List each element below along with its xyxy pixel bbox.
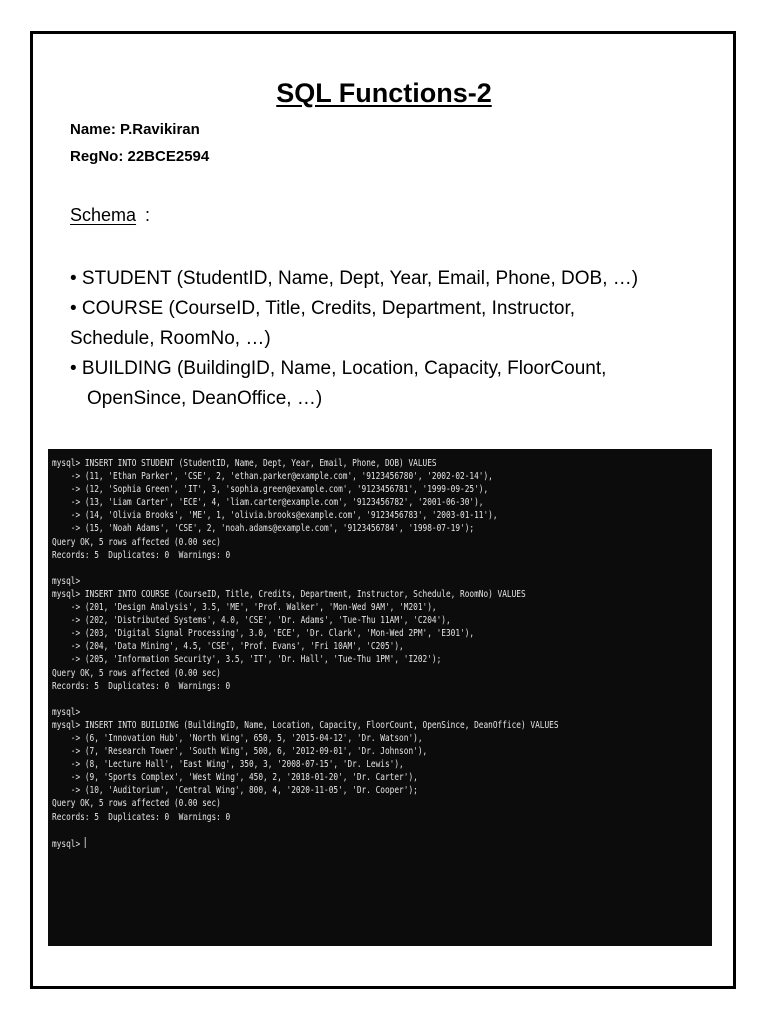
schema-item-line: • STUDENT (StudentID, Name, Dept, Year, Email, Phone, DOB, …): [70, 268, 639, 289]
terminal-line: mysql> INSERT INTO STUDENT (StudentID, Name, Dept, Year, Email, Phone, DOB) VALUES: [52, 458, 437, 469]
terminal-line: [52, 824, 590, 837]
terminal-line: Records: 5 Duplicates: 0 Warnings: 0: [52, 811, 231, 823]
terminal-line: -> (204, 'Data Mining', 4.5, 'CSE', 'Prof. Evans', 'Fri 10AM', 'C205'),: [52, 641, 404, 653]
terminal-line: -> (15, 'Noah Adams', 'CSE', 2, 'noah.adams@example.com', '9123456784', '1998-07-19');: [52, 523, 475, 535]
registration-number: RegNo: 22BCE2594: [70, 148, 210, 165]
terminal-line: -> (8, 'Lecture Hall', 'East Wing', 350, 3, '2008-07-15', 'Dr. Lewis'),: [52, 759, 404, 771]
schema-item-line-continued: Schedule, RoomNo, …): [70, 328, 271, 349]
terminal-line: Records: 5 Duplicates: 0 Warnings: 0: [52, 549, 231, 561]
terminal-line: mysql>: [52, 706, 81, 718]
schema-item-building: [70, 354, 690, 414]
terminal-line: -> (13, 'Liam Carter', 'ECE', 4, 'liam.carter@example.com', '9123456782', '2001-06-30'),: [52, 497, 484, 509]
terminal-line: Query OK, 5 rows affected (0.00 sec): [52, 536, 221, 548]
terminal-line: Records: 5 Duplicates: 0 Warnings: 0: [52, 680, 231, 692]
terminal-line: -> (205, 'Information Security', 3.5, 'IT', 'Dr. Hall', 'Tue-Thu 1PM', 'I202');: [52, 654, 442, 666]
terminal-line: -> (10, 'Auditorium', 'Central Wing', 800, 4, '2020-11-05', 'Dr. Cooper');: [52, 785, 418, 797]
terminal-line: -> (12, 'Sophia Green', 'IT', 3, 'sophia.green@example.com', '9123456781', '1999-09-25'),: [52, 484, 489, 496]
document-title: SQL Functions-2: [276, 78, 492, 108]
terminal-line: -> (6, 'Innovation Hub', 'North Wing', 650, 5, '2015-04-12', 'Dr. Watson'),: [52, 732, 423, 744]
schema-item-student: [70, 264, 690, 294]
schema-list: [70, 264, 690, 414]
schema-heading: Schema: [70, 205, 137, 225]
text-cursor: [85, 837, 86, 848]
terminal-line: Query OK, 5 rows affected (0.00 sec): [52, 667, 221, 679]
terminal-line: -> (14, 'Olivia Brooks', 'ME', 1, 'olivia.brooks@example.com', '9123456783', '2003-01-11'),: [52, 510, 498, 522]
terminal-line: -> (202, 'Distributed Systems', 4.0, 'CSE', 'Dr. Adams', 'Tue-Thu 11AM', 'C204'),: [52, 615, 451, 627]
schema-item-course: [70, 294, 690, 354]
terminal-line: -> (201, 'Design Analysis', 3.5, 'ME', 'Prof. Walker', 'Mon-Wed 9AM', 'M201'),: [52, 602, 437, 614]
terminal-line: [52, 562, 590, 575]
schema-item-line: • COURSE (CourseID, Title, Credits, Department, Instructor,: [70, 298, 576, 319]
terminal-line: [52, 693, 590, 706]
terminal-line: -> (203, 'Digital Signal Processing', 3.0, 'ECE', 'Dr. Clark', 'Mon-Wed 2PM', 'E301'),: [52, 628, 475, 640]
terminal-line: -> (11, 'Ethan Parker', 'CSE', 2, 'ethan.parker@example.com', '9123456780', '2002-02-14'),: [52, 471, 493, 483]
student-name: Name: P.Ravikiran: [70, 121, 200, 138]
terminal-prompt-line: [52, 837, 590, 850]
schema-item-line: • BUILDING (BuildingID, Name, Location, Capacity, FloorCount,: [70, 358, 607, 379]
schema-heading-colon: :: [145, 205, 151, 225]
terminal-line: mysql> INSERT INTO BUILDING (BuildingID, Name, Location, Capacity, FloorCount, OpenSince, DeanOffice) VALUES: [52, 719, 559, 731]
schema-item-line-continued: OpenSince, DeanOffice, …): [87, 388, 323, 409]
terminal-screenshot: [48, 449, 712, 946]
terminal-line: mysql> INSERT INTO COURSE (CourseID, Title, Credits, Department, Instructor, Schedule, RoomNo) VALUES: [52, 588, 526, 600]
terminal-line: -> (7, 'Research Tower', 'South Wing', 500, 6, '2012-09-01', 'Dr. Johnson'),: [52, 746, 428, 758]
terminal-prompt: mysql>: [52, 838, 85, 850]
terminal-line: -> (9, 'Sports Complex', 'West Wing', 450, 2, '2018-01-20', 'Dr. Carter'),: [52, 772, 418, 784]
terminal-line: Query OK, 5 rows affected (0.00 sec): [52, 798, 221, 810]
terminal-line: mysql>: [52, 575, 81, 587]
